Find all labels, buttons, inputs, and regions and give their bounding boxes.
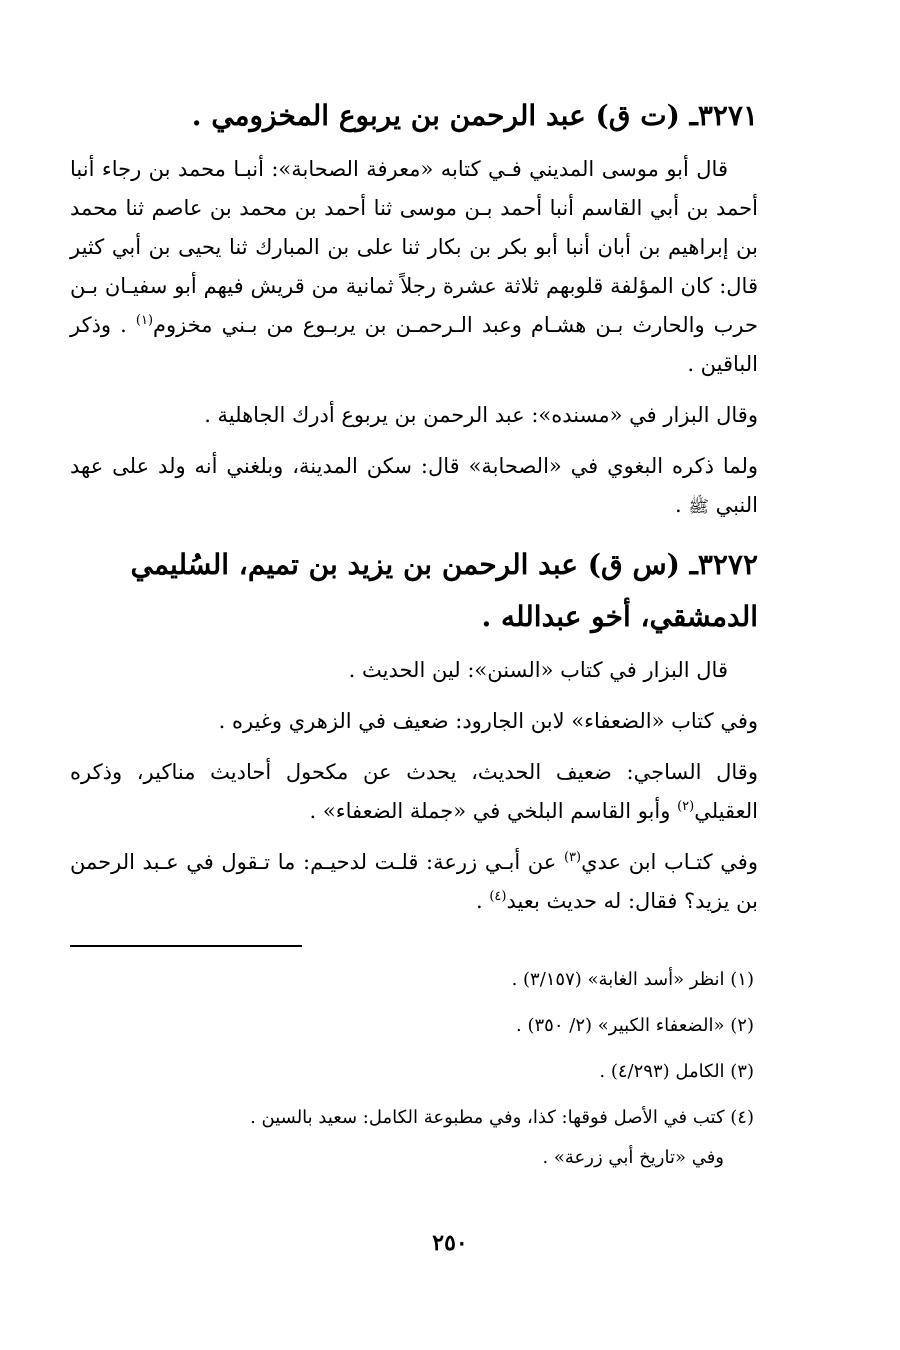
paragraph-end-mark: .: [674, 493, 682, 517]
paragraph-end-mark: .: [475, 889, 483, 913]
footnote-2: (٢) «الضعفاء الكبير» (٢/ ٣٥٠) .: [516, 1015, 754, 1036]
paragraph-text-end: . وذكر الباقين .: [70, 313, 758, 376]
paragraph-text: قال أبو موسى المديني فـي كتابه «معرفة الصحابة»: أنبـا محمد بن رجاء أنبا أحمد بن أبي القاسم أنبا أحمد بـن موسى ثنا أحمد بن محمد بن عاصم ثنا محمد بن إبراهيم بن أبان أنبا أبو بكر بن بكار ثنا على بن المبارك ثنا يحيى بن أبي كثير قال: كان المؤلفة قلوبهم ثلاثة عشرة رجلاً ثمانية من قريش فيهم أبو سفيـان بـن حرب والحارث بـن هشـام وعبد الـرحمـن بن يربـوع من بـني مخزوم: [70, 157, 758, 337]
entry-title-3271: ٣٢٧١ـ (ت ق) عبد الرحمن بن يربوع المخزومي .: [191, 99, 758, 132]
paragraph-text: وقال الساجي: ضعيف الحديث، يحدث عن مكحول أحاديث مناكير، وذكره العقيلي: [70, 760, 758, 823]
footnotes: [70, 963, 758, 1175]
paragraph-text-mid: عن أبـي زرعة: قلـت لدحيـم: ما تـقول في عـبد الرحمن بن يزيد؟ فقال: له حديث بعيد: [70, 850, 758, 913]
footnote-ref-3: (٣): [563, 850, 582, 865]
paragraph-text: ولما ذكره البغوي في «الصحابة» قال: سكن المدينة، وبلغني أنه ولد على عهد النبي: [70, 454, 758, 517]
paragraph-jarud: وفي كتاب «الضعفاء» لابن الجارود: ضعيف في الزهري وغيره .: [218, 709, 758, 733]
paragraph-text: وفي كتـاب ابن عدي: [581, 850, 758, 874]
entry-title-3272: ٣٢٧٢ـ (س ق) عبد الرحمن بن يزيد بن تميم، السُليمي الدمشقي، أخو عبدالله .: [130, 548, 758, 633]
footnote-3: (٣) الكامل (٤/٢٩٣) .: [599, 1061, 754, 1082]
paragraph-bazzar: وقال البزار في «مسنده»: عبد الرحمن بن يربوع أدرك الجاهلية .: [204, 403, 758, 427]
page-body: [70, 80, 758, 1175]
honorific-glyph: ﷺ: [688, 497, 709, 517]
paragraph-abu-musa: [70, 150, 758, 384]
paragraph-ibn-adi: [70, 843, 758, 921]
footnote-ref-1: (١): [135, 313, 154, 328]
paragraph-saji: [70, 753, 758, 831]
page-number: ٢٥٠: [432, 1230, 468, 1256]
paragraph-text-end: وأبو القاسم البلخي في «جملة الضعفاء» .: [309, 799, 671, 823]
paragraph-baghawi: [70, 447, 758, 527]
footnote-4: (٤) كتب في الأصل فوقها: كذا، وفي مطبوعة الكامل: سعيد بالسين .: [250, 1107, 754, 1128]
footnote-1: (١) انظر «أسد الغابة» (٣/١٥٧) .: [511, 969, 754, 990]
footnote-ref-2: (٢): [677, 799, 695, 814]
footnote-4-continuation: وفي «تاريخ أبي زرعة» .: [542, 1147, 724, 1168]
footnote-divider: [70, 945, 302, 947]
paragraph-bazzar-sunan: قال البزار في كتاب «السنن»: لين الحديث .: [348, 658, 728, 682]
footnote-ref-4: (٤): [489, 889, 507, 904]
